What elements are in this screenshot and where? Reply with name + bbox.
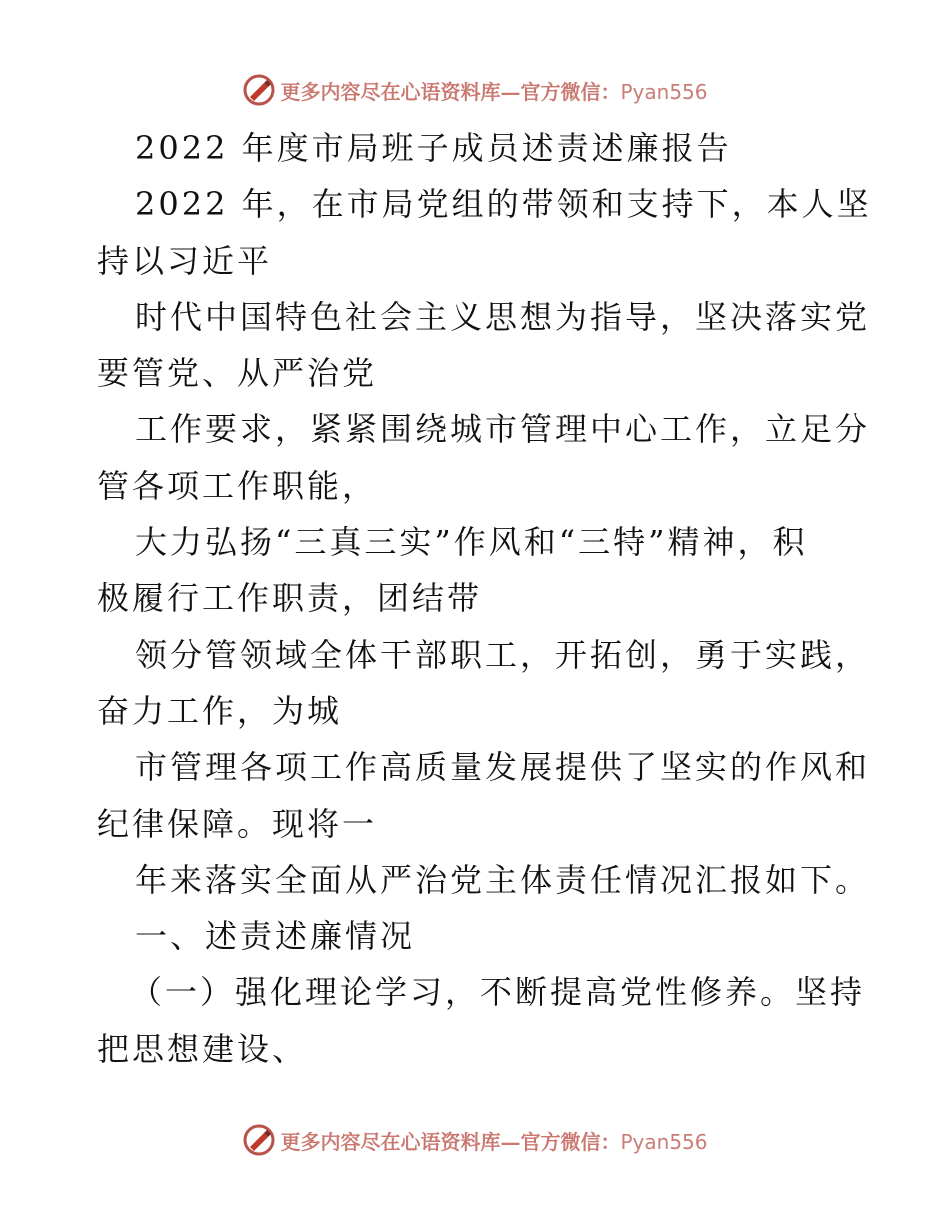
banner-text bbox=[280, 76, 707, 105]
banner-label: 更多内容尽在心语资料库—官方微信： bbox=[280, 79, 621, 104]
section-heading: 一、述责述廉情况 bbox=[135, 917, 416, 956]
paragraph-line: 纪律保障。现将一 bbox=[97, 804, 378, 843]
document-title: 2022 年度市局班子成员述责述廉报告 bbox=[135, 129, 732, 167]
paragraph-line: 要管党、从严治党 bbox=[97, 354, 378, 393]
paragraph-line: 把思想建设、 bbox=[97, 1029, 308, 1068]
logo-icon bbox=[242, 1123, 276, 1157]
paragraph-line: 工作要求，紧紧围绕城市管理中心工作，立足分 bbox=[135, 410, 871, 449]
banner-text bbox=[280, 1126, 707, 1155]
paragraph-line: 大力弘扬“三真三实”作风和“三特”精神，积 bbox=[135, 523, 808, 562]
header-banner bbox=[0, 70, 950, 110]
logo-icon bbox=[242, 73, 276, 107]
subsection-heading: （一）强化理论学习，不断提高党性修养。坚持 bbox=[130, 973, 866, 1012]
banner-label: 更多内容尽在心语资料库—官方微信： bbox=[280, 1129, 621, 1154]
paragraph-line: 时代中国特色社会主义思想为指导，坚决落实党 bbox=[135, 297, 871, 336]
paragraph-line: 领分管领域全体干部职工，开拓创，勇于实践， bbox=[135, 635, 871, 674]
footer-banner bbox=[0, 1120, 950, 1160]
paragraph-line: 奋力工作，为城 bbox=[97, 691, 343, 730]
paragraph-line: 管各项工作职能， bbox=[97, 466, 378, 505]
wechat-id: Pyan556 bbox=[620, 79, 708, 104]
document-body bbox=[97, 120, 872, 1077]
paragraph-line: 市管理各项工作高质量发展提供了坚实的作风和 bbox=[135, 748, 871, 787]
paragraph-line: 持以习近平 bbox=[97, 241, 273, 280]
paragraph-line: 2022 年，在市局党组的带领和支持下，本人坚 bbox=[135, 185, 872, 224]
wechat-id: Pyan556 bbox=[620, 1129, 708, 1154]
paragraph-line: 极履行工作职责，团结带 bbox=[97, 579, 483, 618]
paragraph-line: 年来落实全面从严治党主体责任情况汇报如下。 bbox=[135, 860, 871, 899]
